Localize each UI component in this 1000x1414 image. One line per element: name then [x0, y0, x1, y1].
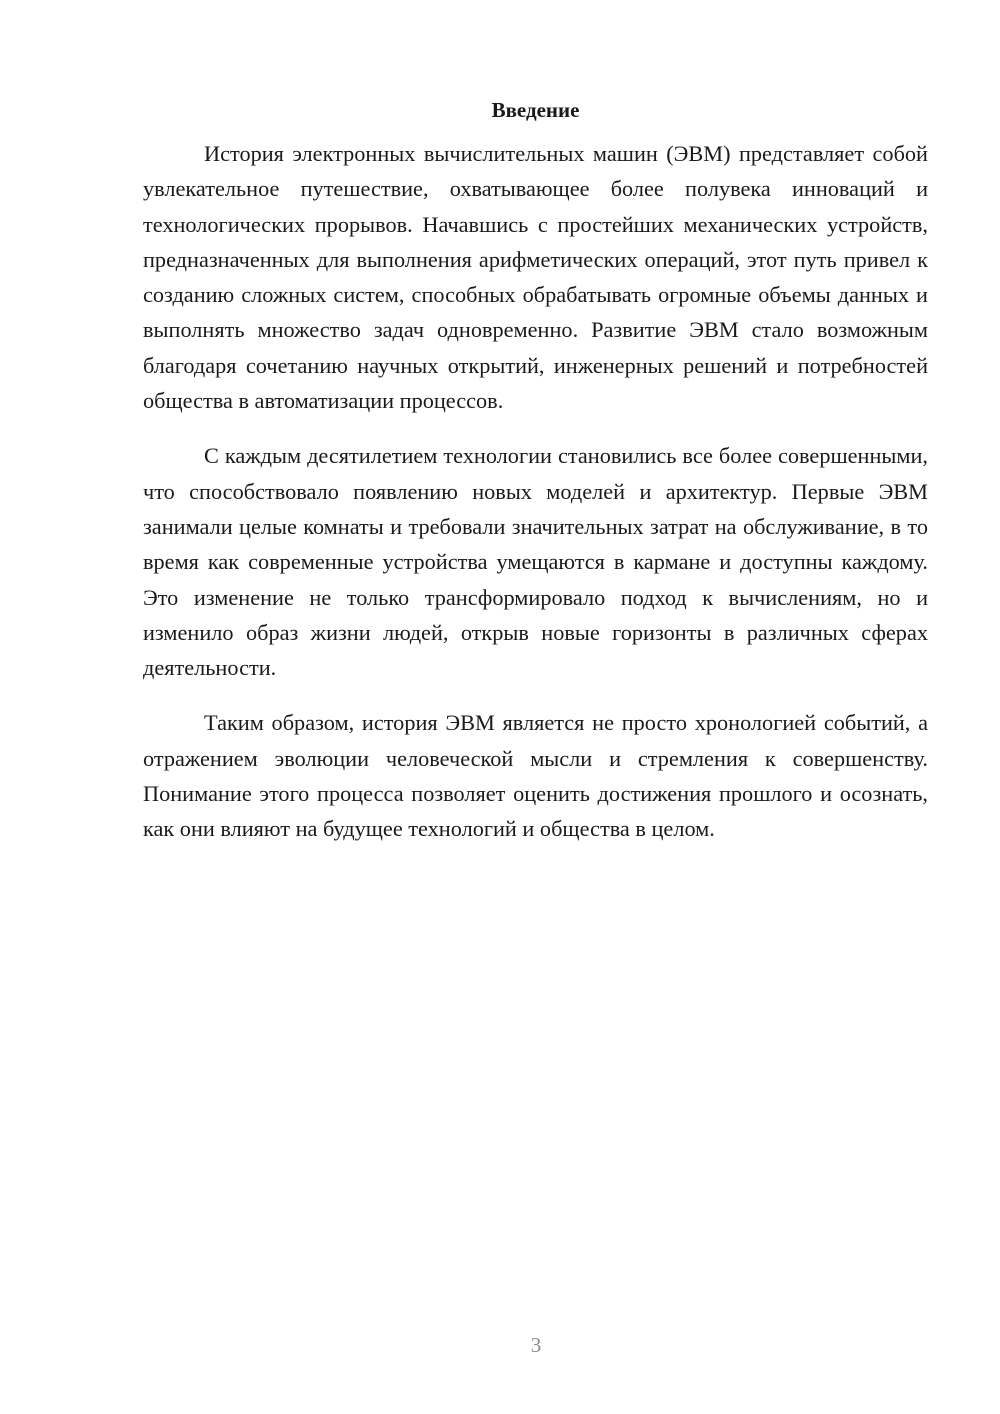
paragraph-2: С каждым десятилетием технологии становились все более совершенными, что способствовало появлению новых моделей и архитектур. Первые ЭВМ занимали целые комнаты и требовали значительных затрат на обслуживание, в то время как современные устройства умещаются в кармане и доступны каждому. Это изменение не только трансформировало подход к вычислениям, но и изменило образ жизни людей, открыв новые горизонты в различных сферах деятельности. — [143, 443, 928, 681]
page-number: 3 — [530, 1333, 542, 1357]
paragraph-1: История электронных вычислительных машин (ЭВМ) представляет собой увлекательное путешествие, охватывающее более полувека инноваций и технологических прорывов. Начавшись с простейших механических устройств, предназначенных для выполнения арифметических операций, этот путь привел к созданию сложных систем, способных обрабатывать огромные объемы данных и выполнять множество задач одновременно. Развитие ЭВМ стало возможным благодаря сочетанию научных открытий, инженерных решений и потребностей общества в автоматизации процессов. — [143, 141, 928, 414]
page-content — [143, 96, 928, 867]
section-title: Введение — [491, 98, 580, 122]
paragraph-3: Таким образом, история ЭВМ является не просто хронологией событий, а отражением эволюции человеческой мысли и стремления к совершенству. Понимание этого процесса позволяет оценить достижения прошлого и осознать, как они влияют на будущее технологий и общества в целом. — [143, 710, 928, 842]
